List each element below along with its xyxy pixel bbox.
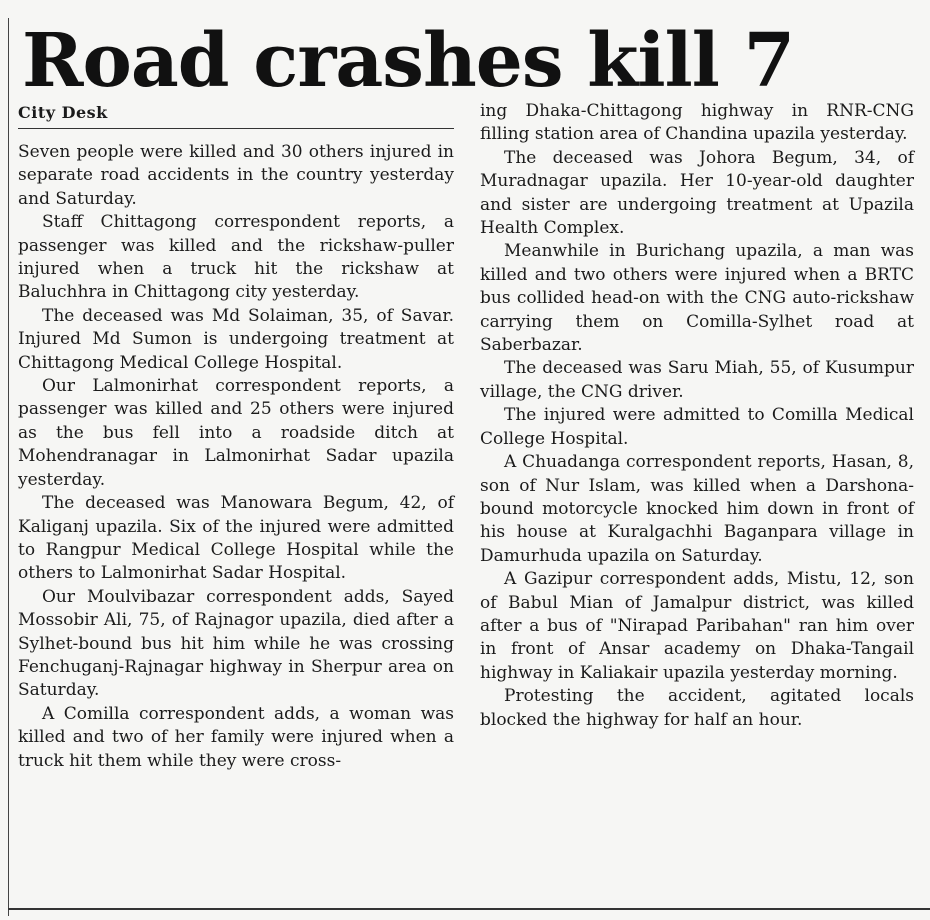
paragraph: Our Lalmonirhat correspondent reports, a passenger was killed and 25 others were injured as the bus fell into a roadside ditch at Mohendranagar in Lalmonirhat Sadar upazila yesterday. <box>18 376 454 490</box>
paragraph: Meanwhile in Burichang upazila, a man was killed and two others were injured when a BRTC bus collided head-on with the CNG auto-rickshaw carrying them on Comilla-Sylhet road at Saberbazar. <box>480 241 914 356</box>
paragraph: Seven people were killed and 30 others injured in separate road accidents in the country yesterday and Saturday. <box>18 142 454 209</box>
paragraph: A Gazipur correspondent adds, Mistu, 12, son of Babul Mian of Jamalpur district, was killed after a bus of "Nirapad Paribahan" ran him over in front of Ansar academy on Dhaka-Tangail highway in Kaliakair upazila yesterday morning. <box>480 569 914 683</box>
paragraph: ing Dhaka-Chittagong highway in RNR-CNG filling station area of Chandina upazila yesterday. <box>480 101 914 145</box>
paragraph: A Comilla correspondent adds, a woman was killed and two of her family were injured when a truck hit them while they were cross- <box>18 703 454 771</box>
byline: City Desk <box>18 100 454 129</box>
paragraph: A Chuadanga correspondent reports, Hasan, 8, son of Nur Islam, was killed when a Darshona-bound motorcycle knocked him down in front of his house at Kuralgachhi Baganpara village in Damurhuda upazila on Saturday. <box>480 452 914 566</box>
headline: Road crashes kill 7 <box>22 18 795 104</box>
paragraph: The deceased was Md Solaiman, 35, of Savar. Injured Md Sumon is undergoing treatment at Chittagong Medical College Hospital. <box>18 305 454 373</box>
column-rule-left <box>8 18 9 916</box>
article-column-left <box>18 100 454 773</box>
paragraph: Protesting the accident, agitated locals blocked the highway for half an hour. <box>480 686 914 730</box>
paragraph: Staff Chittagong correspondent reports, a passenger was killed and the rickshaw-puller injured when a truck hit the rickshaw at Baluchhra in Chittagong city yesterday. <box>18 212 454 303</box>
bottom-rule <box>8 908 930 910</box>
paragraph: The deceased was Saru Miah, 55, of Kusumpur village, the CNG driver. <box>480 358 914 402</box>
paragraph: The deceased was Manowara Begum, 42, of Kaliganj upazila. Six of the injured were admitted to Rangpur Medical College Hospital while the others to Lalmonirhat Sadar Hospital. <box>18 493 454 584</box>
paragraph: Our Moulvibazar correspondent adds, Sayed Mossobir Ali, 75, of Rajnagor upazila, died after a Sylhet-bound bus hit him while he was crossing Fenchuganj-Rajnagar highway in Sherpur area on Saturday. <box>18 586 454 701</box>
paragraph: The injured were admitted to Comilla Medical College Hospital. <box>480 405 914 449</box>
article-column-right <box>480 100 914 732</box>
paragraph: The deceased was Johora Begum, 34, of Muradnagar upazila. Her 10-year-old daughter and sister are undergoing treatment at Upazila Health Complex. <box>480 147 914 239</box>
